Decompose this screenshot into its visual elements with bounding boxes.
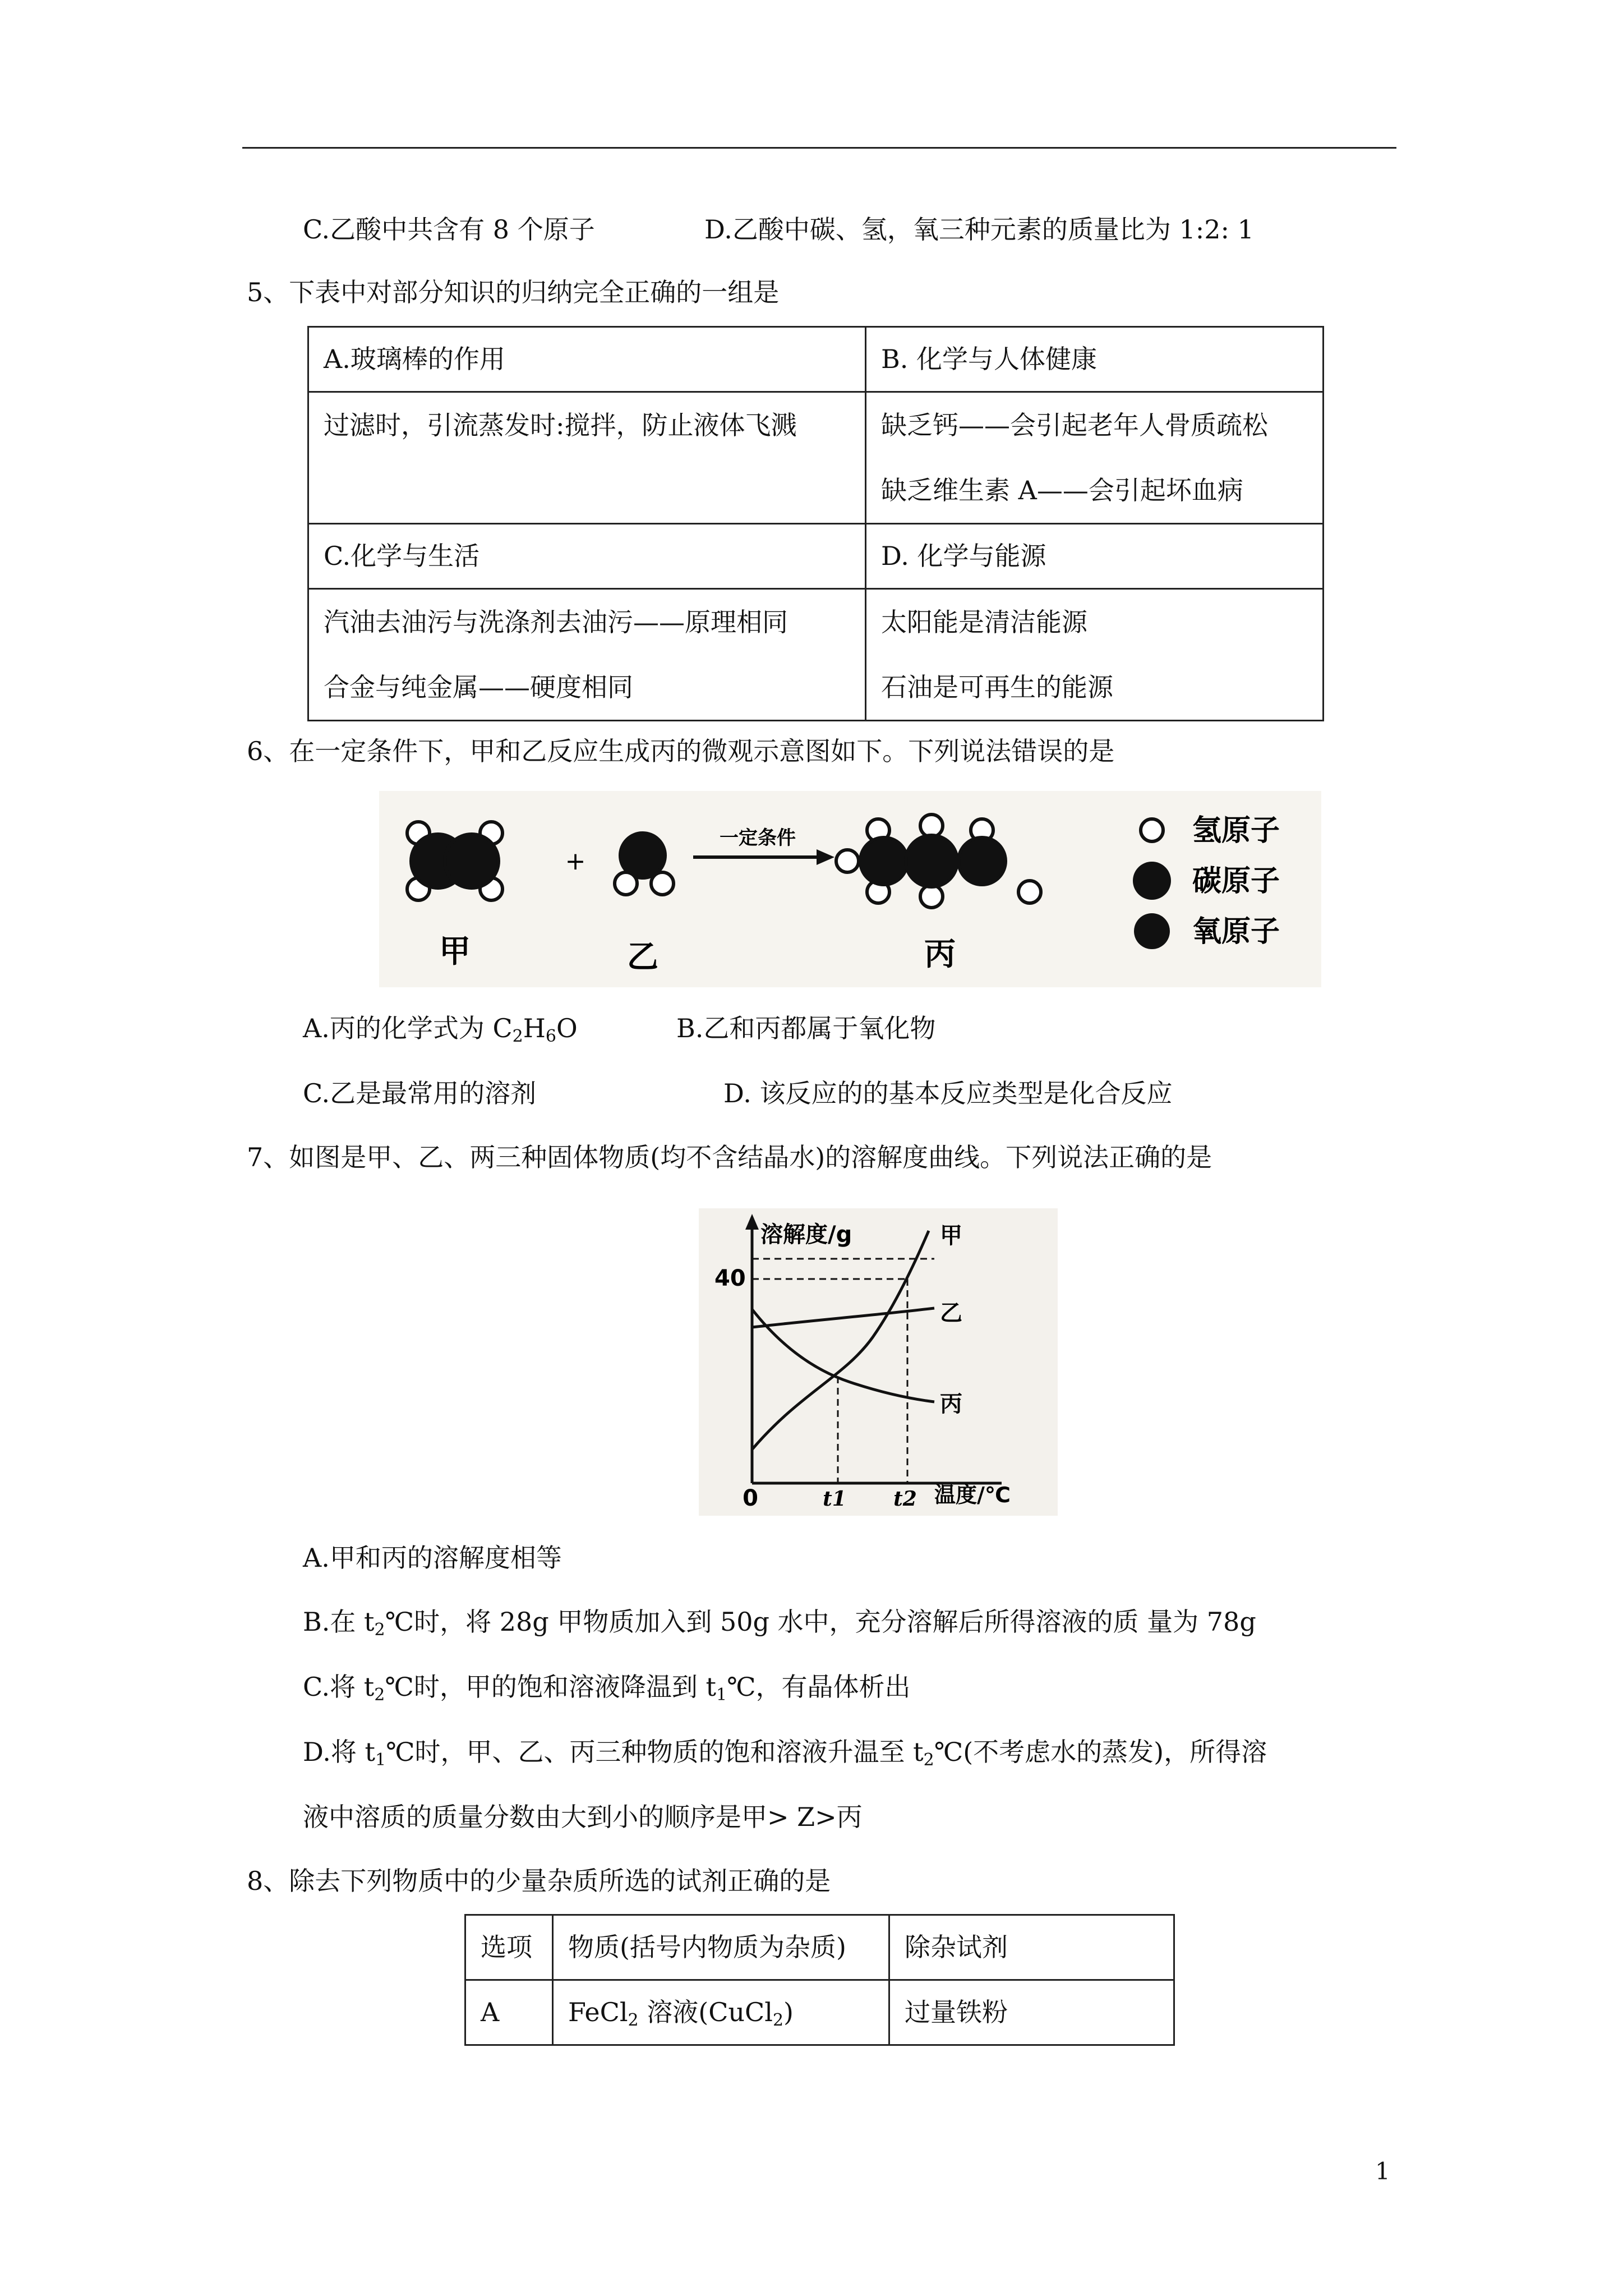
q8-a-sub-text2: 溶液(CuCl [638,1996,773,2027]
q6-a-sub1: 2 [512,1027,523,1046]
q7-option-a: A.甲和丙的溶解度相等 [303,1543,562,1573]
q7-b-text1: B.在 t [303,1607,375,1637]
q8-a-sub-s2: 2 [772,2010,784,2030]
x-tick-t1: t1 [823,1487,846,1511]
legend-carbon-label: 碳原子 [1192,864,1280,898]
legend-hydrogen-label: 氢原子 [1192,814,1280,848]
q8-a-sub-s1: 2 [628,2010,639,2030]
q5-b-line1: 缺乏钙——会引起老年人骨质疏松 [881,410,1268,440]
q7-d-sub1: 1 [375,1750,386,1770]
series-label-yi: 乙 [940,1300,962,1326]
q7-option-d [303,1737,1267,1768]
q7-d-text3: ℃(不考虑水的蒸发)，所得溶 [934,1737,1267,1767]
q5-c-content [308,589,866,721]
q7-option-d-line2: 液中溶质的质量分数由大到小的顺序是甲> Z>丙 [303,1802,863,1832]
q8-row-a-option: A [465,1980,553,2045]
q7-d-text2: ℃时，甲、乙、丙三种物质的饱和溶液升温至 t [386,1737,924,1767]
q7-c-text3: ℃，有晶体析出 [727,1672,911,1702]
q7-option-b [303,1607,1256,1640]
q6-option-a [303,1013,578,1044]
q5-d-content [866,589,1324,721]
solubility-curve-chart [699,1208,1058,1516]
x-axis-label: 温度/℃ [934,1483,1011,1507]
legend-carbon-swatch [1133,862,1171,900]
q6-a-sub2: 6 [545,1027,556,1046]
q7-c-sub2: 1 [716,1685,727,1705]
q8-header-option: 选项 [465,1915,553,1980]
q8-header-substance: 物质(括号内物质为杂质) [553,1915,889,1980]
y-axis-label: 溶解度/g [760,1222,852,1248]
label-jia: 甲 [439,933,471,970]
q7-b-text2: ℃时，将 28g 甲物质加入到 50g 水中，充分溶解后所得溶液的质 量为 78g [385,1607,1256,1637]
q4-option-c: C.乙酸中共含有 8 个原子 [303,214,595,245]
q7-c-sub1: 2 [374,1685,385,1705]
origin-label: 0 [743,1485,758,1511]
q6-a-text3: O [556,1013,578,1043]
q5-knowledge-table [307,326,1324,721]
q7-d-text1: D.将 t [303,1737,375,1767]
page-number: 1 [1375,2157,1390,2185]
legend-oxygen-label: 氧原子 [1192,915,1280,949]
q7-d-sub2: 2 [923,1750,934,1770]
plus-sign: + [565,847,586,876]
q5-b-line2: 缺乏维生素 A——会引起坏血病 [881,475,1243,505]
q6-stem: 6、在一定条件下，甲和乙反应生成丙的微观示意图如下。下列说法错误的是 [247,736,1115,766]
q5-a-content [308,392,866,524]
q5-c-head: C.化学与生活 [308,524,866,589]
legend-oxygen-swatch [1134,913,1170,949]
q8-header-reagent: 除杂试剂 [889,1915,1174,1980]
q5-stem: 5、下表中对部分知识的归纳完全正确的一组是 [247,277,780,307]
q6-a-text1: A.丙的化学式为 C [303,1013,513,1043]
q7-c-text1: C.将 t [303,1672,375,1702]
q8-table [464,1914,1175,2046]
q6-option-c: C.乙是最常用的溶剂 [303,1078,537,1108]
q5-d-line1: 太阳能是清洁能源 [881,607,1087,637]
series-label-bing: 丙 [940,1391,962,1417]
label-yi: 乙 [627,939,658,976]
q8-a-sub-text1: FeCl [568,1996,628,2027]
q7-option-c [303,1672,911,1703]
q5-a-head: A.玻璃棒的作用 [308,327,866,392]
q5-d-line2: 石油是可再生的能源 [881,672,1113,702]
q6-option-b: B.乙和丙都属于氧化物 [676,1013,936,1043]
molecule-reaction-figure [379,791,1321,987]
header-rule [242,147,1396,149]
q5-c-line2: 合金与纯金属——硬度相同 [324,672,633,702]
q4-option-d: D.乙酸中碳、氢，氧三种元素的质量比为 1:2: 1 [704,214,1254,245]
q5-d-head: D. 化学与能源 [866,524,1324,589]
y-tick-40: 40 [714,1266,746,1291]
q6-a-text2: H [523,1013,546,1043]
label-bing: 丙 [924,936,956,973]
q5-a-line1: 过滤时，引流蒸发时:搅拌，防止液体飞溅 [324,410,797,440]
q6-option-d: D. 该反应的的基本反应类型是化合反应 [723,1078,1173,1108]
legend-hydrogen-swatch [1141,819,1163,841]
q7-c-text2: ℃时，甲的饱和溶液降温到 t [385,1672,716,1702]
q7-b-sub: 2 [374,1620,385,1640]
q8-stem: 8、除去下列物质中的少量杂质所选的试剂正确的是 [247,1866,831,1896]
arrow-condition-text: 一定条件 [720,827,796,849]
x-tick-t2: t2 [893,1487,917,1511]
q7-stem: 7、如图是甲、乙、两三种固体物质(均不含结晶水)的溶解度曲线。下列说法正确的是 [247,1142,1212,1172]
q5-c-line1: 汽油去油污与洗涤剂去油污——原理相同 [324,607,788,637]
q8-a-sub-text3: ) [783,1996,794,2027]
q5-b-head: B. 化学与人体健康 [866,327,1324,392]
series-label-jia: 甲 [940,1223,962,1249]
q5-b-content [866,392,1324,524]
q8-row-a-substance [553,1980,889,2045]
q8-row-a-reagent: 过量铁粉 [889,1980,1174,2045]
figure-background [379,791,1321,987]
